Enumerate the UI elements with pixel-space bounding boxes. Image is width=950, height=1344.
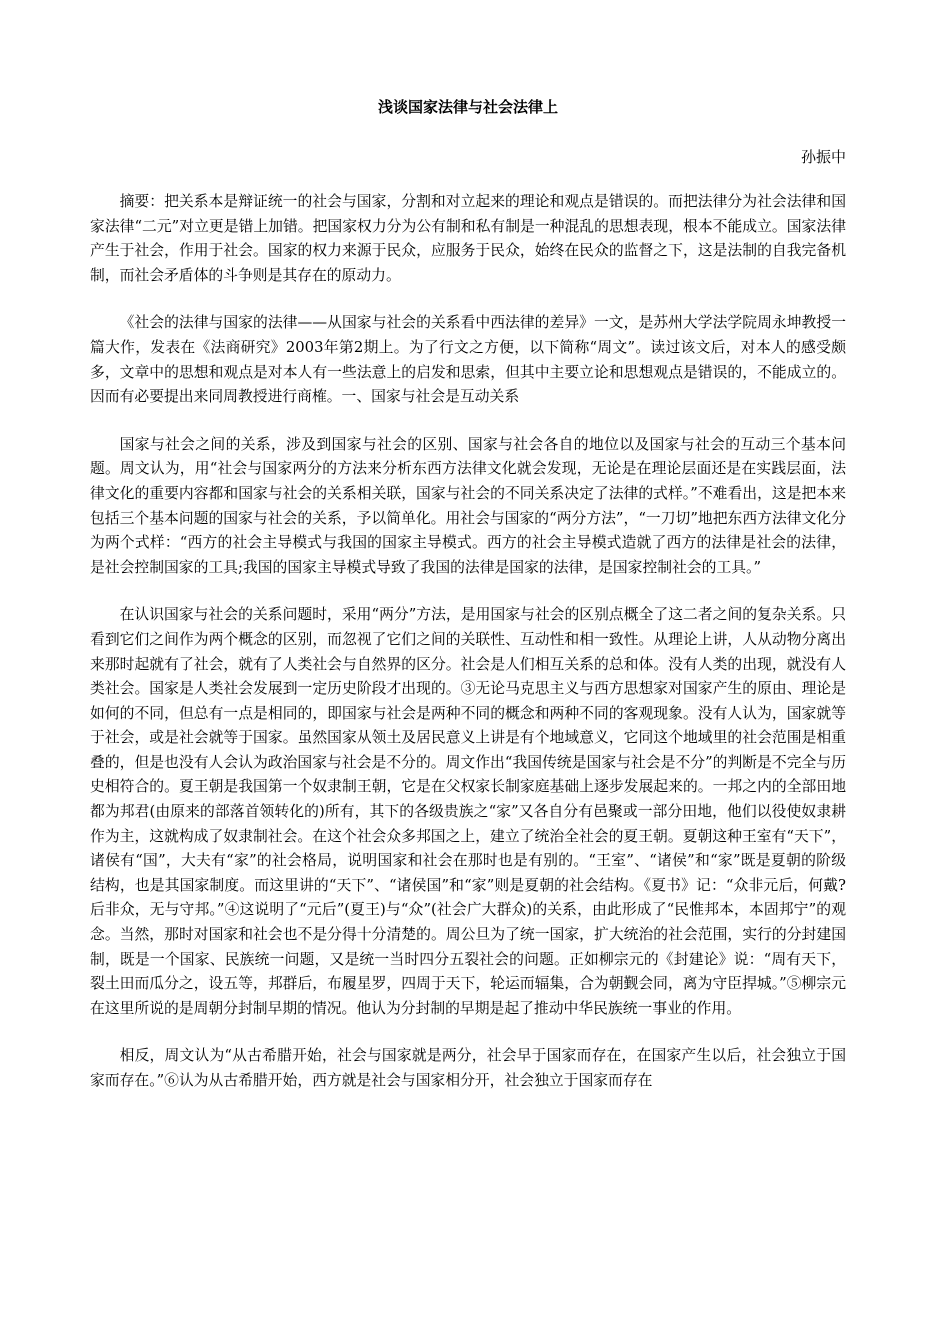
document-author: 孙振中 (800, 148, 846, 166)
document-page (90, 96, 846, 1117)
paragraph-history: 在认识国家与社会的关系问题时，采用“两分”方法，是用国家与社会的区别点概全了这二者之间的复杂关系。只看到它们之间作为两个概念的区别，而忽视了它们之间的关联性、互动性和相一致性。从理论上讲，人从动物分离出来那时起就有了社会，就有了人类社会与自然界的区分。社会是人们相互关系的总和体。没有人类的出现，就没有人类社会。国家是人类社会发展到一定历史阶段才出现的。③无论马克思主义与西方思想家对国家产生的原由、理论是如何的不同，但总有一点是相同的，即国家与社会是两种不同的概念和两种不同的客观现象。没有人认为，国家就等于社会，或是社会就等于国家。虽然国家从领土及居民意义上讲是有个地域意义，它同这个地域里的社会范围是相重叠的，但是也没有人会认为政治国家与社会是不分的。周文作出“我国传统是国家与社会是不分”的判断是不完全与历史相符合的。夏王朝是我国第一个奴隶制王朝，它是在父权家长制家庭基础上逐步发展起来的。一邦之内的全部田地都为邦君(由原来的部落首领转化的)所有，其下的各级贵族之“家”又各自分有邑聚或一部分田地，他们以役使奴隶耕作为主，这就构成了奴隶制社会。在这个社会众多邦国之上，建立了统治全社会的夏王朝。夏朝这种王室有“天下”，诸侯有“国”，大夫有“家”的社会格局，说明国家和社会在那时也是有别的。“王室”、“诸侯”和“家”既是夏朝的阶级结构，也是其国家制度。而这里讲的“天下”、“诸侯国”和“家”则是夏朝的社会结构。《夏书》记：“众非元后，何戴?后非众，无与守邦。”④这说明了“元后”(夏王)与“众”(社会广大群众)的关系，由此形成了“民惟邦本，本固邦宁”的观念。当然，那时对国家和社会也不是分得十分清楚的。周公旦为了统一国家，扩大统治的社会范围，实行的分封建国制，既是一个国家、民族统一问题，又是统一当时四分五裂社会的问题。正如柳宗元的《封建论》说：“周有天下，裂土田而瓜分之，设五等，邦群后，布履星罗，四周于天下，轮运而辐集，合为朝觐会同，离为守臣捍城。”⑤柳宗元在这里所说的是周朝分封制早期的情况。他认为分封制的早期是起了推动中华民族统一事业的作用。 (90, 606, 846, 1017)
paragraph-intro: 《社会的法律与国家的法律——从国家与社会的关系看中西法律的差异》一文，是苏州大学法学院周永坤教授一篇大作，发表在《法商研究》2003年第2期上。为了行文之方便，以下简称“周文”。读过该文后，对本人的感受颇多，文章中的思想和观点是对本人有一些法意上的启发和思索，但其中主要立论和思想观点是错误的，不能成立的。因而有必要提出来同周教授进行商榷。一、国家与社会是互动关系 (90, 314, 846, 406)
paragraph-abstract: 摘要：把关系本是辩证统一的社会与国家，分割和对立起来的理论和观点是错误的。而把法律分为社会法律和国家法律“二元”对立更是错上加错。把国家权力分为公有制和私有制是一种混乱的思想表现，根本不能成立。国家法律产生于社会，作用于社会。国家的权力来源于民众，应服务于民众，始终在民众的监督之下，这是法制的自我完备机制，而社会矛盾体的斗争则是其存在的原动力。 (90, 193, 846, 284)
document-title: 浅谈国家法律与社会法律上 (377, 98, 558, 116)
paragraph-greece: 相反，周文认为“从古希腊开始，社会与国家就是两分，社会早于国家而存在，在国家产生以后，社会独立于国家而存在。”⑥认为从古希腊开始，西方就是社会与国家相分开，社会独立于国家而存在 (90, 1047, 846, 1089)
paragraph-relationship: 国家与社会之间的关系，涉及到国家与社会的区别、国家与社会各自的地位以及国家与社会的互动三个基本问题。周文认为，用“社会与国家两分的方法来分析东西方法律文化就会发现，无论是在理论层面还是在实践层面，法律文化的重要内容都和国家与社会的关系相关联，国家与社会的不同关系决定了法律的式样。”不难看出，这是把本来包括三个基本问题的国家与社会的关系，予以简单化。用社会与国家的“两分方法”，“一刀切”地把东西方法律文化分为两个式样：“西方的社会主导模式与我国的国家主导模式。西方的社会主导模式造就了西方的法律是社会的法律，是社会控制国家的工具;我国的国家主导模式导致了我国的法律是国家的法律，是国家控制社会的工具。” (90, 435, 846, 576)
